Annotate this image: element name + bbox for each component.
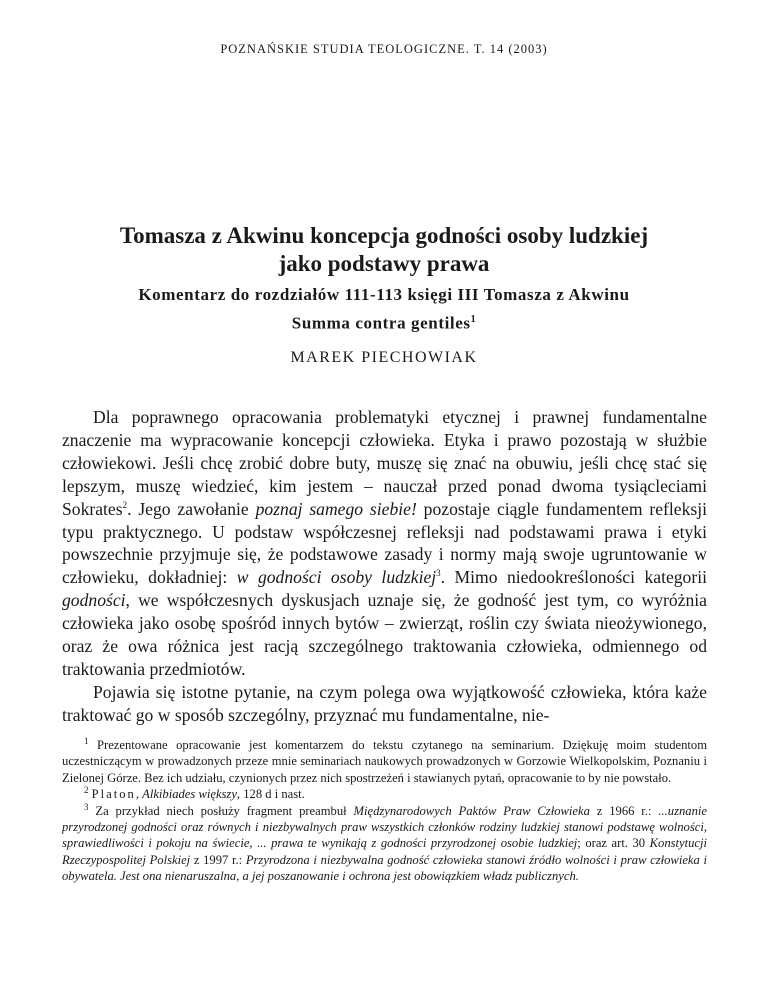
author-name: MAREK PIECHOWIAK	[290, 349, 478, 366]
paragraph-2: Pojawia się istotne pytanie, na czym polega owa wyjątkowość człowieka, która każe traktować go w sposób szczególny, przyznać mu fundamentalne, nie-	[62, 681, 707, 725]
footnote-1: $^1$ Prezentowane opracowanie jest komentarzem do tekstu czytanego na seminarium. Dziękuję moim studentom uczestniczącym w prowadzonych przeze mnie seminariach naukowych prowadzonych w Gorzowie Wielkopolskim, Poznaniu i Zielonej Górze. Bez ich udziału, czynionych przez nich spostrzeżeń i stawianych pytań, opracowanie to by nie powstało.	[62, 735, 707, 785]
article-subtitle	[60, 282, 708, 336]
footnotes	[62, 737, 707, 885]
paragraph-1: Dla poprawnego opracowania problematyki etycznej i prawnej fundamentalne znaczenie ma wypracowanie koncepcji człowieka. Etyka i prawo pozostają w służbie człowiekowi. Jeśli chcę zrobić dobre buty, muszę się znać na obuwiu, jeśli chcę stać się lepszym, muszę wiedzieć, kim jestem – nauczał przed ponad dwoma tysiącleciami Sokrates$^2$. Jego zawołanie poznaj samego siebie! pozostaje ciągle fundamentem refleksji typu praktycznego. U podstaw współczesnej refleksji nad podstawami prawa i etyki powszechnie przyjmuje się, że podstawowe zasady i normy mają swoje ugruntowanie w człowieku, dokładniej: w godności osoby ludzkiej$^3$. Mimo niedookreśloności kategorii godności, we współczesnych dyskusjach uznaje się, że godność jest tym, co wyróżnia człowieka jako osobę spośród innych bytów – zwierząt, roślin czy świata nieożywionego, oraz że owa różnica jest racją szczególnego traktowania człowieka, odmiennego od traktowania przedmiotów.	[62, 407, 707, 679]
footnote-3: $^3$ Za przykład niech posłuży fragment preambuł Międzynarodowych Paktów Praw Człowieka z 1966 r.: ...uznanie przyrodzonej godności oraz równych i niezbywalnych praw wszystkich członków rodziny ludzkiej stanowi podstawę wolności, sprawiedliwości i pokoju na świecie, ... prawa te wynikają z godności przyrodzonej osobie ludzkiej; oraz art. 30 Konstytucji Rzeczypospolitej Polskiej z 1997 r.: Przyrodzona i niezbywalna godność człowieka stanowi źródło wolności i praw człowieka i obywatela. Jest ona nienaruszalna, a jej poszanowanie i ochrona jest obowiązkiem władz publicznych.	[62, 801, 707, 884]
body-text	[62, 406, 707, 727]
footnote-ref-2[interactable]: 2	[122, 499, 128, 510]
footnote-ref-3[interactable]: 3	[436, 568, 441, 579]
subtitle-line-2: Summa contra gentiles	[291, 313, 471, 333]
title-line-2: jako podstawy prawa	[278, 251, 490, 276]
footnote-ref-1[interactable]: 1	[470, 314, 477, 325]
article-title	[60, 222, 708, 278]
footnote-2: $^2$ Platon, Alkibiades większy, 128 d i nast.	[84, 785, 305, 802]
subtitle-line-1: Komentarz do rozdziałów 111-113 księgi III Tomasza z Akwinu	[138, 285, 630, 304]
footnote-3-number: 3	[84, 801, 89, 812]
running-head: POZNAŃSKIE STUDIA TEOLOGICZNE. T. 14 (2003)	[220, 42, 548, 56]
footnote-2-number: 2	[84, 785, 89, 796]
footnote-1-number: 1	[84, 735, 89, 746]
title-block	[60, 222, 708, 336]
title-line-1: Tomasza z Akwinu koncepcja godności osoby ludzkiej	[119, 223, 649, 248]
